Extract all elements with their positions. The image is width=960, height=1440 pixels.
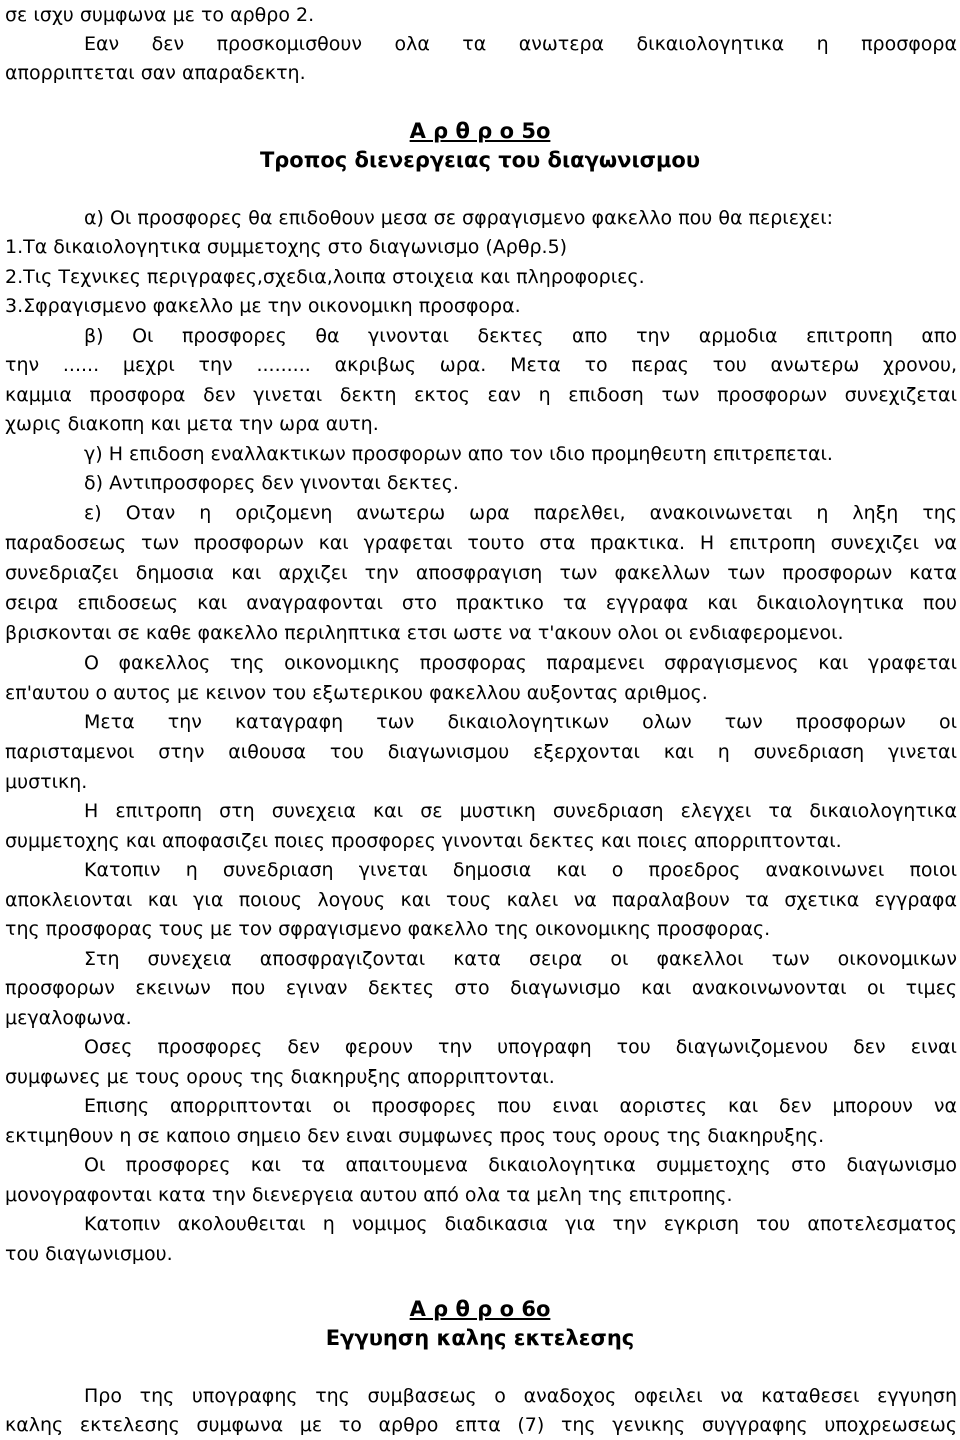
text-line: συνεδριαζει δημοσια και αρχιζει την αποσφραγιση των φακελλων των προσφορων κατα bbox=[5, 562, 957, 584]
text-line: Οι προσφορες και τα απαιτουμενα δικαιολογητικα συμμετοχης στο διαγωνισμο bbox=[84, 1154, 957, 1176]
text-line: Μετα την καταγραφη των δικαιολογητικων ολων των προσφορων οι bbox=[84, 711, 957, 733]
text-line: παραδοσεως των προσφορων και γραφεται τουτο στα πρακτικα. Η επιτροπη συνεχιζει να bbox=[5, 532, 957, 554]
text-line: γ) Η επιδοση εναλλακτικων προσφορων απο τον ιδιο προμηθευτη επιτρεπεται. bbox=[84, 443, 833, 465]
text-line: Οσες προσφορες δεν φερουν την υπογραφη του διαγωνιζομενου δεν ειναι bbox=[84, 1036, 957, 1058]
text-line: συμμετοχης και αποφασιζει ποιες προσφορες γινονται δεκτες και ποιες απορριπτονται. bbox=[5, 830, 842, 852]
text-line: την ...... μεχρι την ......... ακριβως ωρα. Μετα το περας του ανωτερω χρονου, bbox=[5, 354, 957, 376]
text-line: μεγαλοφωνα. bbox=[5, 1007, 132, 1029]
text-line: σειρα επιδοσεως και αναγραφονται στο πρακτικο τα εγγραφα και δικαιολογητικα που bbox=[5, 592, 957, 614]
text-line: Η επιτροπη στη συνεχεια και σε μυστικη συνεδριαση ελεγχει τα δικαιολογητικα bbox=[84, 800, 957, 822]
text-line: βρισκονται σε καθε φακελλο περιληπτικα ετσι ωστε να τ'ακουν ολοι οι ενδιαφερομενοι. bbox=[5, 622, 844, 644]
text-line: προσφορων εκεινων που εγιναν δεκτες στο διαγωνισμο και ανακοινωνονται οι τιμες bbox=[5, 977, 957, 999]
text-line: 1.Τα δικαιολογητικα συμμετοχης στο διαγωνισμο (Αρθρ.5) bbox=[5, 236, 568, 258]
text-line: α) Οι προσφορες θα επιδοθουν μεσα σε σφραγισμενο φακελλο που θα περιεχει: bbox=[84, 207, 834, 229]
text-line: καλης εκτελεσης συμφωνα με το αρθρο επτα (7) της γενικης συγγραφης υποχρεωσεως bbox=[5, 1414, 957, 1436]
text-line: ε) Οταν η οριζομενη ανωτερω ωρα παρελθει, ανακοινωνεται η ληξη της bbox=[84, 502, 957, 524]
text-line: Επισης απορριπτονται οι προσφορες που ειναι αοριστες και δεν μπορουν να bbox=[84, 1095, 957, 1117]
text-line: Κατοπιν ακολουθειται η νομιμος διαδικασια για την εγκριση του αποτελεσματος bbox=[84, 1213, 957, 1235]
text-line: Ο φακελλος της οικονομικης προσφορας παραμενει σφραγισμενος και γραφεται bbox=[84, 652, 957, 674]
article-6-title: Α ρ θ ρ ο 6ο bbox=[409, 1297, 551, 1321]
text-line: Κατοπιν η συνεδριαση γινεται δημοσια και ο προεδρος ανακοινωνει ποιοι bbox=[84, 859, 957, 881]
text-line: μονογραφονται κατα την διενεργεια αυτου από ολα τα μελη της επιτροπης. bbox=[5, 1184, 733, 1206]
text-line: συμφωνες με τους ορους της διακηρυξης απορριπτονται. bbox=[5, 1066, 555, 1088]
text-line: μυστικη. bbox=[5, 771, 88, 793]
text-line: απορριπτεται σαν απαραδεκτη. bbox=[5, 62, 306, 84]
text-line: Εαν δεν προσκομισθουν ολα τα ανωτερα δικαιολογητικα η προσφορα bbox=[84, 33, 957, 55]
text-line: β) Οι προσφορες θα γινονται δεκτες απο την αρμοδια επιτροπη απο bbox=[84, 325, 957, 347]
text-line: του διαγωνισμου. bbox=[5, 1243, 173, 1265]
text-line: παρισταμενοι στην αιθουσα του διαγωνισμου εξερχονται και η συνεδριαση γινεται bbox=[5, 741, 957, 763]
article-5-subtitle: Τροπος διενεργειας του διαγωνισμου bbox=[259, 148, 701, 172]
text-line: της προσφορας τους με τον σφραγισμενο φακελλο της οικονομικης προσφορας. bbox=[5, 918, 771, 940]
text-line: σε ισχυ συμφωνα με το αρθρο 2. bbox=[5, 4, 315, 26]
text-line: 3.Σφραγισμενο φακελλο με την οικονομικη προσφορα. bbox=[5, 295, 521, 317]
text-line: χωρις διακοπη και μετα την ωρα αυτη. bbox=[5, 413, 379, 435]
article-5-title: Α ρ θ ρ ο 5ο bbox=[409, 119, 551, 143]
text-line: καμμια προσφορα δεν γινεται δεκτη εκτος εαν η επιδοση των προσφορων συνεχιζεται bbox=[5, 384, 957, 406]
article-6-subtitle: Εγγυηση καλης εκτελεσης bbox=[325, 1326, 635, 1350]
text-line: δ) Αντιπροσφορες δεν γινονται δεκτες. bbox=[84, 472, 459, 494]
text-line: αποκλειονται και για ποιους λογους και τους καλει να παραλαβουν τα σχετικα εγγραφα bbox=[5, 889, 957, 911]
text-line: 2.Τις Τεχνικες περιγραφες,σχεδια,λοιπα στοιχεια και πληροφοριες. bbox=[5, 266, 645, 288]
text-line: Στη συνεχεια αποσφραγιζονται κατα σειρα οι φακελλοι των οικονομικων bbox=[84, 948, 957, 970]
text-line: Προ της υπογραφης της συμβασεως ο αναδοχος οφειλει να καταθεσει εγγυηση bbox=[84, 1385, 957, 1407]
text-line: επ'αυτου ο αυτος με κεινον του εξωτερικου φακελλου αυξοντας αριθμος. bbox=[5, 682, 708, 704]
text-line: εκτιμηθουν η σε καποιο σημειο δεν ειναι συμφωνες προς τους ορους της διακηρυξης. bbox=[5, 1125, 825, 1147]
